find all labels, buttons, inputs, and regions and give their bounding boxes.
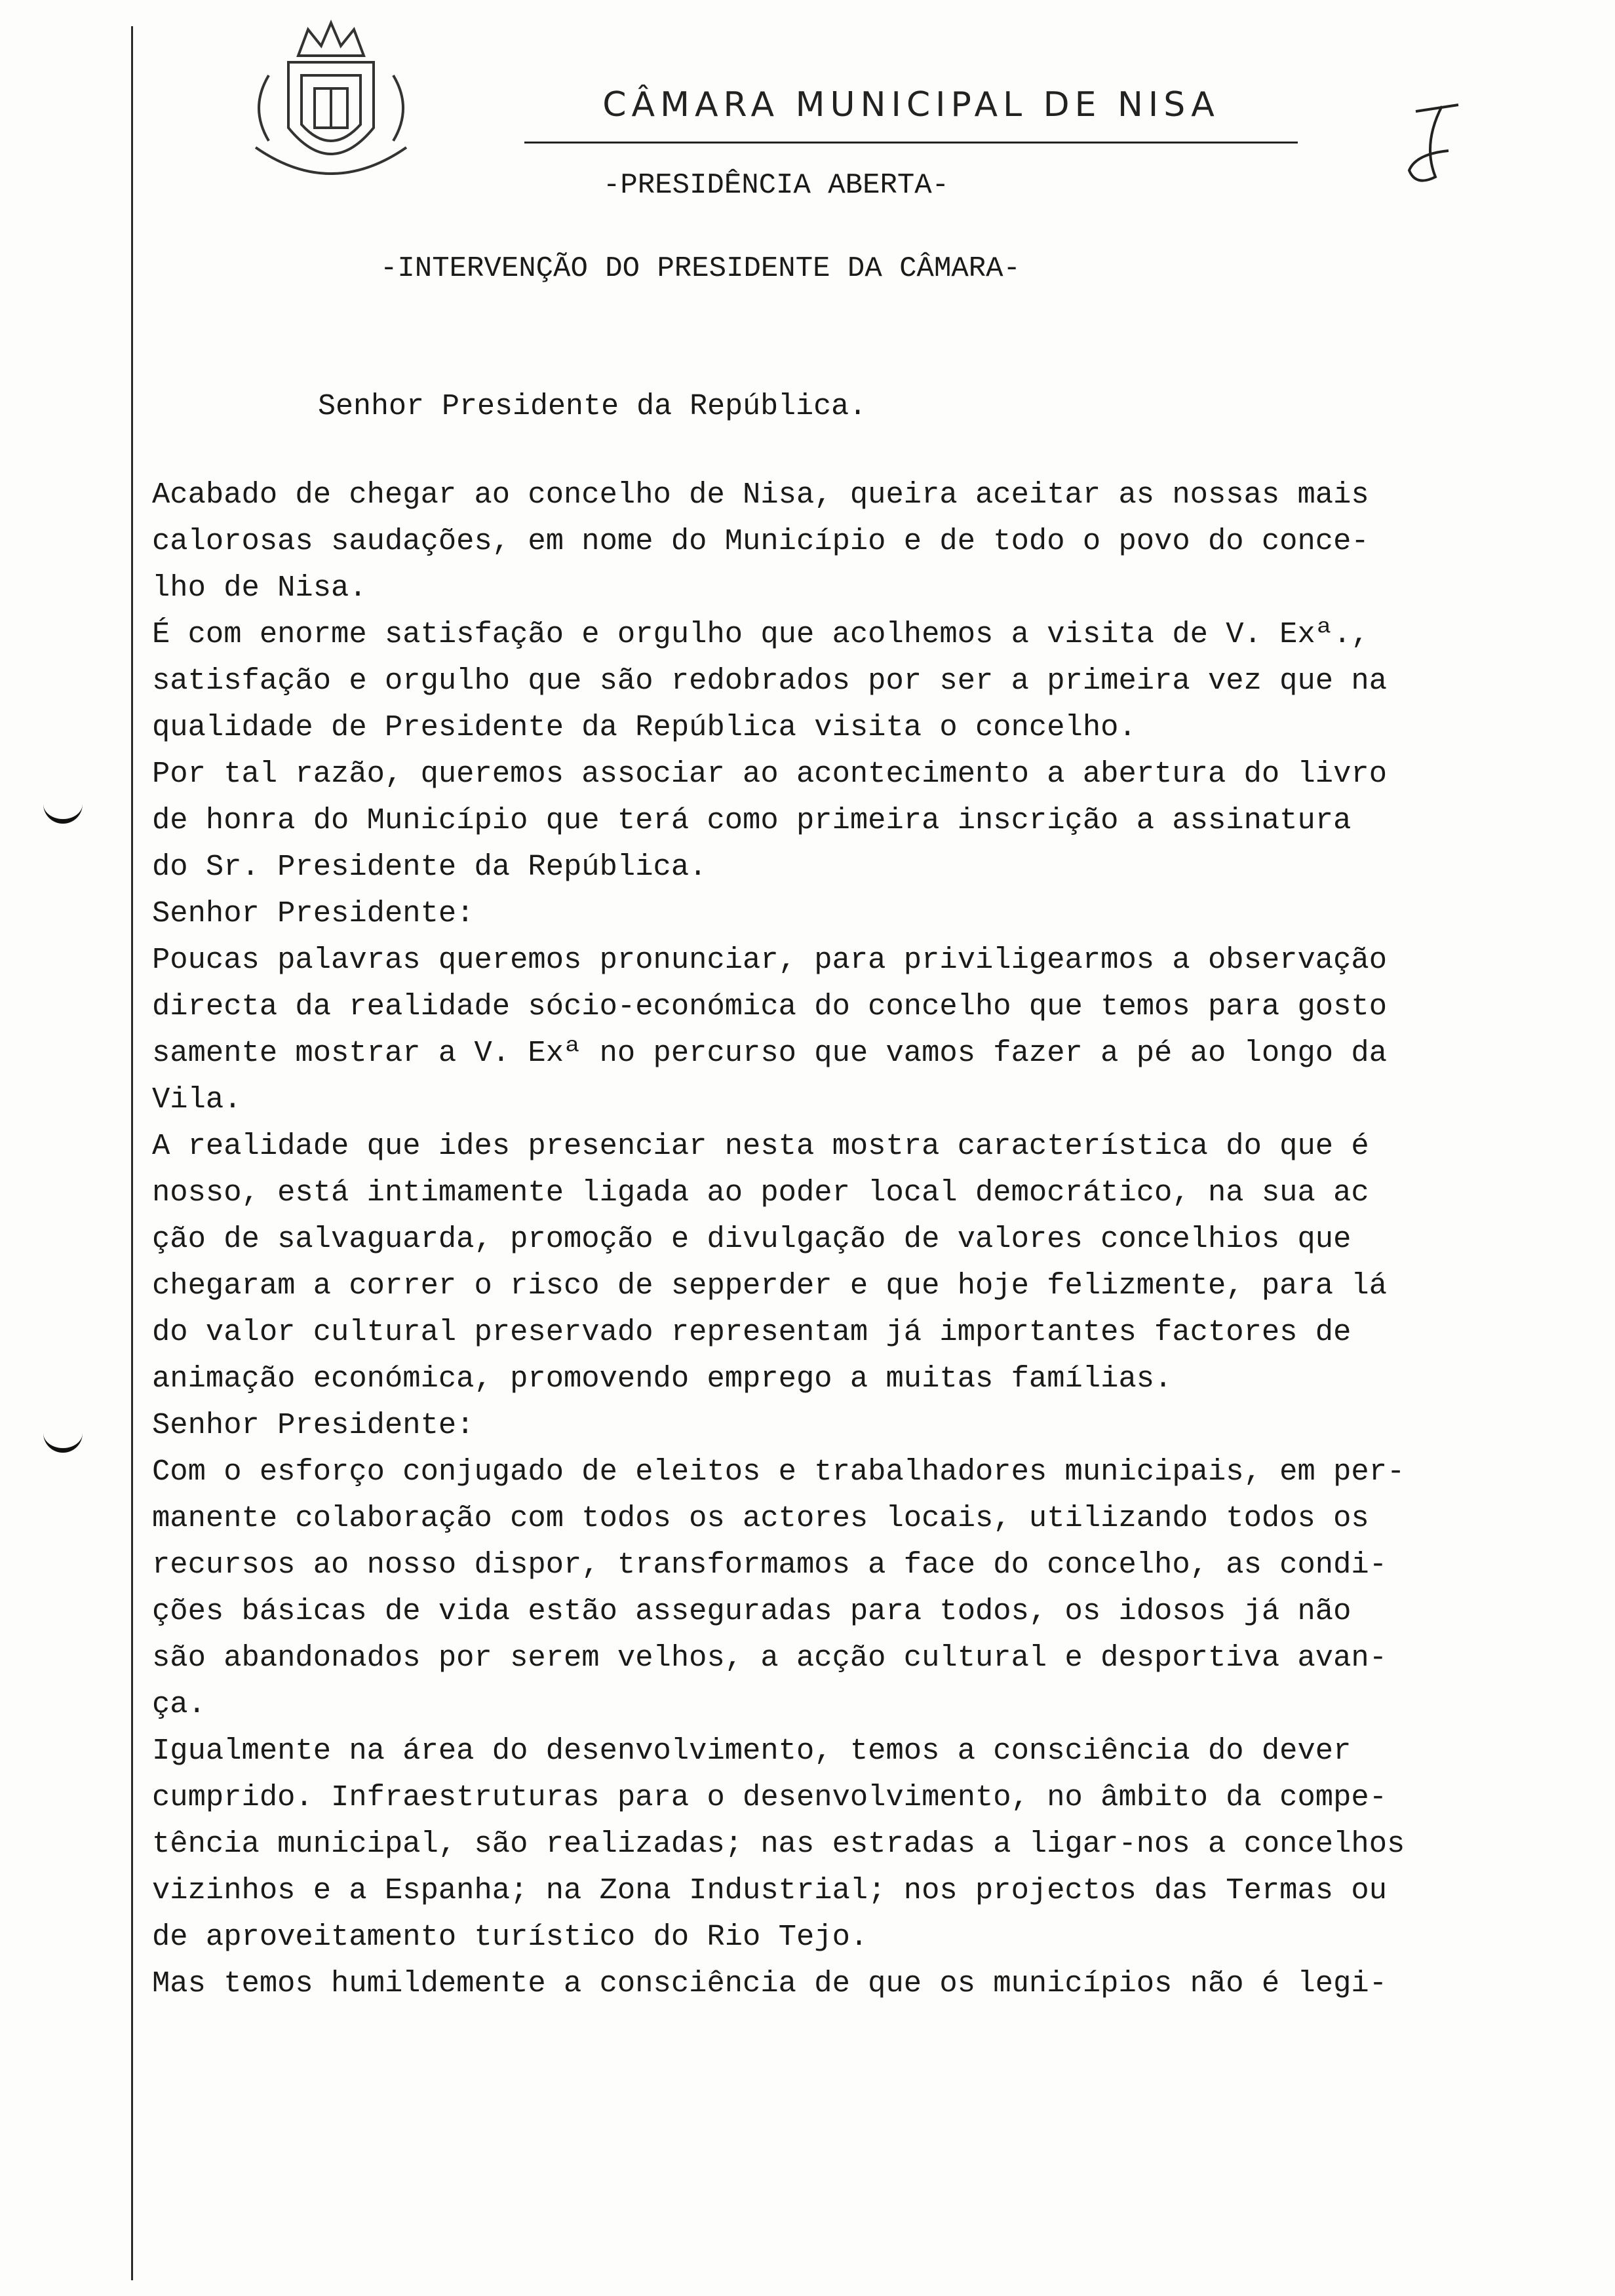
text-line: tência municipal, são realizadas; nas estradas a ligar-nos a concelhos — [152, 1827, 1405, 1861]
text-line: lho de Nisa. — [152, 571, 367, 605]
text-line: cumprido. Infraestruturas para o desenvolvimento, no âmbito da compe- — [152, 1780, 1388, 1814]
text-line: recursos ao nosso dispor, transformamos a face do concelho, as condi- — [152, 1548, 1388, 1582]
text-line: Vila. — [152, 1082, 242, 1117]
text-line: Senhor Presidente: — [152, 896, 475, 930]
text-line: de honra do Município que terá como primeira inscrição a assinatura — [152, 803, 1352, 837]
text-line: Igualmente na área do desenvolvimento, temos a consciência do dever — [152, 1734, 1352, 1768]
handwritten-page-number — [1396, 98, 1468, 190]
institution-name: CÂMARA MUNICIPAL DE NISA — [602, 85, 1220, 124]
text-line: de aproveitamento turístico do Rio Tejo. — [152, 1920, 868, 1954]
text-line: ção de salvaguarda, promoção e divulgação de valores concelhios que — [152, 1222, 1352, 1256]
text-line: do Sr. Presidente da República. — [152, 850, 707, 884]
salutation: Senhor Presidente da República. — [318, 390, 867, 423]
text-line: Por tal razão, queremos associar ao acontecimento a abertura do livro — [152, 757, 1388, 791]
text-line: do valor cultural preservado representam já importantes factores de — [152, 1315, 1352, 1349]
text-line: É com enorme satisfação e orgulho que acolhemos a visita de V. Exª., — [152, 617, 1369, 651]
body-text — [152, 472, 1535, 2007]
text-line: calorosas saudações, em nome do Município e de todo o povo do conce- — [152, 524, 1369, 558]
text-line: ções básicas de vida estão asseguradas para todos, os idosos já não — [152, 1594, 1352, 1628]
text-line: vizinhos e a Espanha; na Zona Industrial; nos projectos das Termas ou — [152, 1873, 1388, 1907]
text-line: Com o esforço conjugado de eleitos e trabalhadores municipais, em per- — [152, 1455, 1405, 1489]
text-line: A realidade que ides presenciar nesta mostra característica do que é — [152, 1129, 1369, 1163]
text-line: animação económica, promovendo emprego a muitas famílias. — [152, 1362, 1173, 1396]
text-line: directa da realidade sócio-económica do concelho que temos para gosto — [152, 989, 1388, 1024]
title-line-2: -INTERVENÇÃO DO PRESIDENTE DA CÂMARA- — [380, 252, 1021, 285]
text-line: ça. — [152, 1687, 206, 1721]
text-line: qualidade de Presidente da República visita o concelho. — [152, 710, 1137, 744]
municipal-crest-icon — [236, 16, 426, 193]
text-line: nosso, está intimamente ligada ao poder local democrático, na sua ac — [152, 1176, 1369, 1210]
text-line: chegaram a correr o risco de sepperder e que hoje felizmente, para lá — [152, 1269, 1388, 1303]
text-line: Poucas palavras queremos pronunciar, para priviligearmos a observação — [152, 943, 1388, 977]
text-line: manente colaboração com todos os actores locais, utilizando todos os — [152, 1501, 1369, 1535]
left-margin-rule — [131, 26, 133, 2280]
text-line: Mas temos humildemente a consciência de que os municípios não é legi- — [152, 1966, 1388, 2000]
text-line: Senhor Presidente: — [152, 1408, 475, 1442]
text-line: Acabado de chegar ao concelho de Nisa, queira aceitar as nossas mais — [152, 478, 1369, 512]
title-line-1: -PRESIDÊNCIA ABERTA- — [603, 169, 950, 202]
punch-hole-mark-lower — [43, 1428, 83, 1453]
punch-hole-mark-upper — [43, 799, 83, 824]
header-underline — [524, 142, 1298, 144]
text-line: samente mostrar a V. Exª no percurso que vamos fazer a pé ao longo da — [152, 1036, 1388, 1070]
text-line: satisfação e orgulho que são redobrados por ser a primeira vez que na — [152, 664, 1388, 698]
text-line: são abandonados por serem velhos, a acção cultural e desportiva avan- — [152, 1641, 1388, 1675]
